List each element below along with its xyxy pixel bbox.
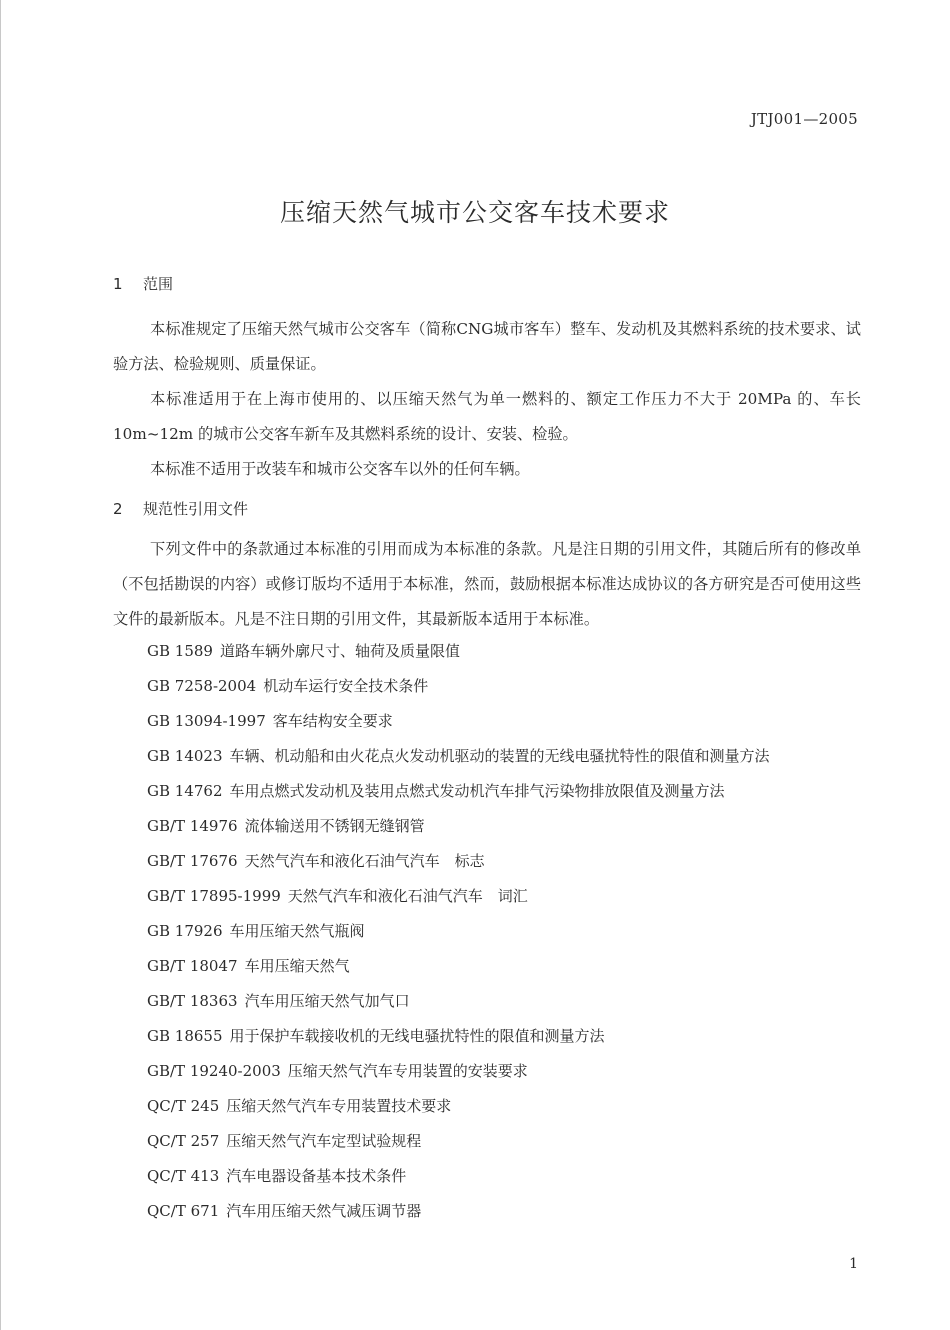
reference-item <box>147 847 770 882</box>
reference-code: GB/T 18047 <box>147 957 238 975</box>
section-title: 规范性引用文件 <box>143 500 249 518</box>
reference-code: QC/T 671 <box>147 1202 220 1220</box>
reference-title: 客车结构安全要求 <box>272 712 393 730</box>
reference-title: 车用压缩天然气 <box>244 957 350 975</box>
section-title: 范围 <box>143 275 174 293</box>
reference-code: GB/T 19240-2003 <box>147 1062 281 1080</box>
reference-title: 机动车运行安全技术条件 <box>263 677 429 695</box>
reference-title: 道路车辆外廓尺寸、轴荷及质量限值 <box>219 642 460 660</box>
reference-title: 压缩天然气汽车定型试验规程 <box>226 1132 422 1150</box>
reference-title: 汽车用压缩天然气减压调节器 <box>226 1202 422 1220</box>
reference-item <box>147 1127 770 1162</box>
document-title: 压缩天然气城市公交客车技术要求 <box>279 198 670 227</box>
reference-code: GB 14762 <box>147 782 223 800</box>
reference-code: QC/T 413 <box>147 1167 220 1185</box>
reference-title: 车用压缩天然气瓶阀 <box>229 922 365 940</box>
reference-item <box>147 882 770 917</box>
reference-item <box>147 637 770 672</box>
scope-paragraph-2: 本标准适用于在上海市使用的、以压缩天然气为单一燃料的、额定工作压力不大于 20MPa 的、车长 10m~12m 的城市公交客车新车及其燃料系统的设计、安装、检验。 <box>113 390 861 443</box>
reference-item <box>147 812 770 847</box>
reference-title: 用于保护车载接收机的无线电骚扰特性的限值和测量方法 <box>229 1027 605 1045</box>
reference-title: 流体输送用不锈钢无缝钢管 <box>244 817 425 835</box>
reference-code: GB 13094-1997 <box>147 712 266 730</box>
reference-code: GB 7258-2004 <box>147 677 257 695</box>
reference-item <box>147 1057 770 1092</box>
standard-code: JTJ001—2005 <box>750 110 858 128</box>
reference-item <box>147 707 770 742</box>
reference-title: 车辆、机动船和由火花点火发动机驱动的装置的无线电骚扰特性的限值和测量方法 <box>229 747 770 765</box>
reference-item <box>147 917 770 952</box>
reference-code: GB 1589 <box>147 642 213 660</box>
scope-paragraph-3: 本标准不适用于改装车和城市公交客车以外的任何车辆。 <box>150 460 530 478</box>
reference-code: GB/T 14976 <box>147 817 238 835</box>
reference-code: GB 14023 <box>147 747 223 765</box>
references-intro-paragraph: 下列文件中的条款通过本标准的引用而成为本标准的条款。凡是注日期的引用文件，其随后所有的修改单（不包括勘误的内容）或修订版均不适用于本标准，然而，鼓励根据本标准达成协议的各方研究是否可使用这些文件的最新版本。凡是不注日期的引用文件，其最新版本适用于本标准。 <box>113 540 861 628</box>
reference-title: 压缩天然气汽车专用装置的安装要求 <box>287 1062 528 1080</box>
reference-code: GB 18655 <box>147 1027 223 1045</box>
reference-item <box>147 1162 770 1197</box>
reference-title: 天然气汽车和液化石油气汽车 词汇 <box>287 887 528 905</box>
reference-item <box>147 1092 770 1127</box>
reference-item <box>147 777 770 812</box>
reference-item <box>147 952 770 987</box>
reference-code: QC/T 257 <box>147 1132 220 1150</box>
section-number: 1 <box>113 275 123 293</box>
reference-title: 车用点燃式发动机及装用点燃式发动机汽车排气污染物排放限值及测量方法 <box>229 782 725 800</box>
reference-code: GB 17926 <box>147 922 223 940</box>
reference-code: GB/T 18363 <box>147 992 238 1010</box>
section-heading-scope <box>113 273 173 294</box>
section-heading-references <box>113 498 248 519</box>
reference-item <box>147 1197 770 1232</box>
reference-list <box>147 637 770 1232</box>
scope-paragraph-1: 本标准规定了压缩天然气城市公交客车（简称CNG城市客车）整车、发动机及其燃料系统的技术要求、试验方法、检验规则、质量保证。 <box>113 320 861 373</box>
page-number: 1 <box>849 1256 858 1272</box>
reference-title: 压缩天然气汽车专用装置技术要求 <box>226 1097 452 1115</box>
reference-title: 汽车用压缩天然气加气口 <box>244 992 410 1010</box>
reference-item <box>147 1022 770 1057</box>
reference-item <box>147 742 770 777</box>
reference-title: 汽车电器设备基本技术条件 <box>226 1167 407 1185</box>
reference-title: 天然气汽车和液化石油气汽车 标志 <box>244 852 485 870</box>
reference-item <box>147 987 770 1022</box>
section-number: 2 <box>113 500 123 518</box>
reference-code: QC/T 245 <box>147 1097 220 1115</box>
reference-item <box>147 672 770 707</box>
reference-code: GB/T 17895-1999 <box>147 887 281 905</box>
reference-code: GB/T 17676 <box>147 852 238 870</box>
